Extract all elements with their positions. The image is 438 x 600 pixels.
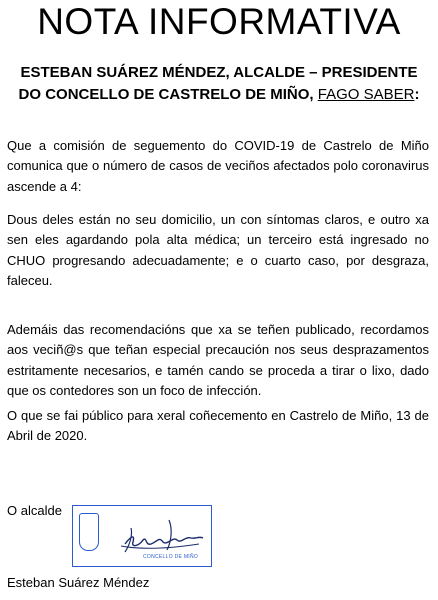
paragraph-recommendations: Ademáis das recomendacións que xa se teñen publicado, recordamos aos veciñ@s que teñan especial precaución nos seus desprazamentos estritamente necesarios, e tamén cando se proceda a tirar o lixo, dado que os contedores son un foco de infección. xyxy=(7,322,429,399)
issuer-line-2 xyxy=(0,84,438,106)
issuer-line-2-colon: : xyxy=(414,86,420,103)
stamp-text: CONCELLO DE MIÑO xyxy=(143,554,199,560)
official-stamp xyxy=(72,505,212,567)
paragraph-cases: Que a comisión de seguemento do COVID-19 de Castrelo de Miño comunica que o número de casos de veciños afectados polo coronavirus ascende a 4: xyxy=(7,138,429,194)
signature-label: O alcalde xyxy=(7,503,62,518)
issuer-heading xyxy=(0,62,438,106)
document-title: NOTA INFORMATIVA xyxy=(37,1,401,42)
paragraph-publication: O que se fai público para xeral coñecemento en Castrelo de Miño, 13 de Abril de 2020. xyxy=(7,408,429,444)
issuer-line-2-main: DO CONCELLO DE CASTRELO DE MIÑO, xyxy=(18,86,318,103)
signatory-name: Esteban Suárez Méndez xyxy=(7,575,150,590)
issuer-line-1: ESTEBAN SUÁREZ MÉNDEZ, ALCALDE – PRESIDENTE xyxy=(20,64,418,81)
paragraph-status: Dous deles están no seu domicilio, un con síntomas claros, e outro xa sen eles agardando pola alta médica; un terceiro está ingresado no CHUO progresando adecuadamente; e o cuarto caso, por desgraza, faleceu. xyxy=(7,212,429,289)
fago-saber: FAGO SABER xyxy=(317,86,415,103)
